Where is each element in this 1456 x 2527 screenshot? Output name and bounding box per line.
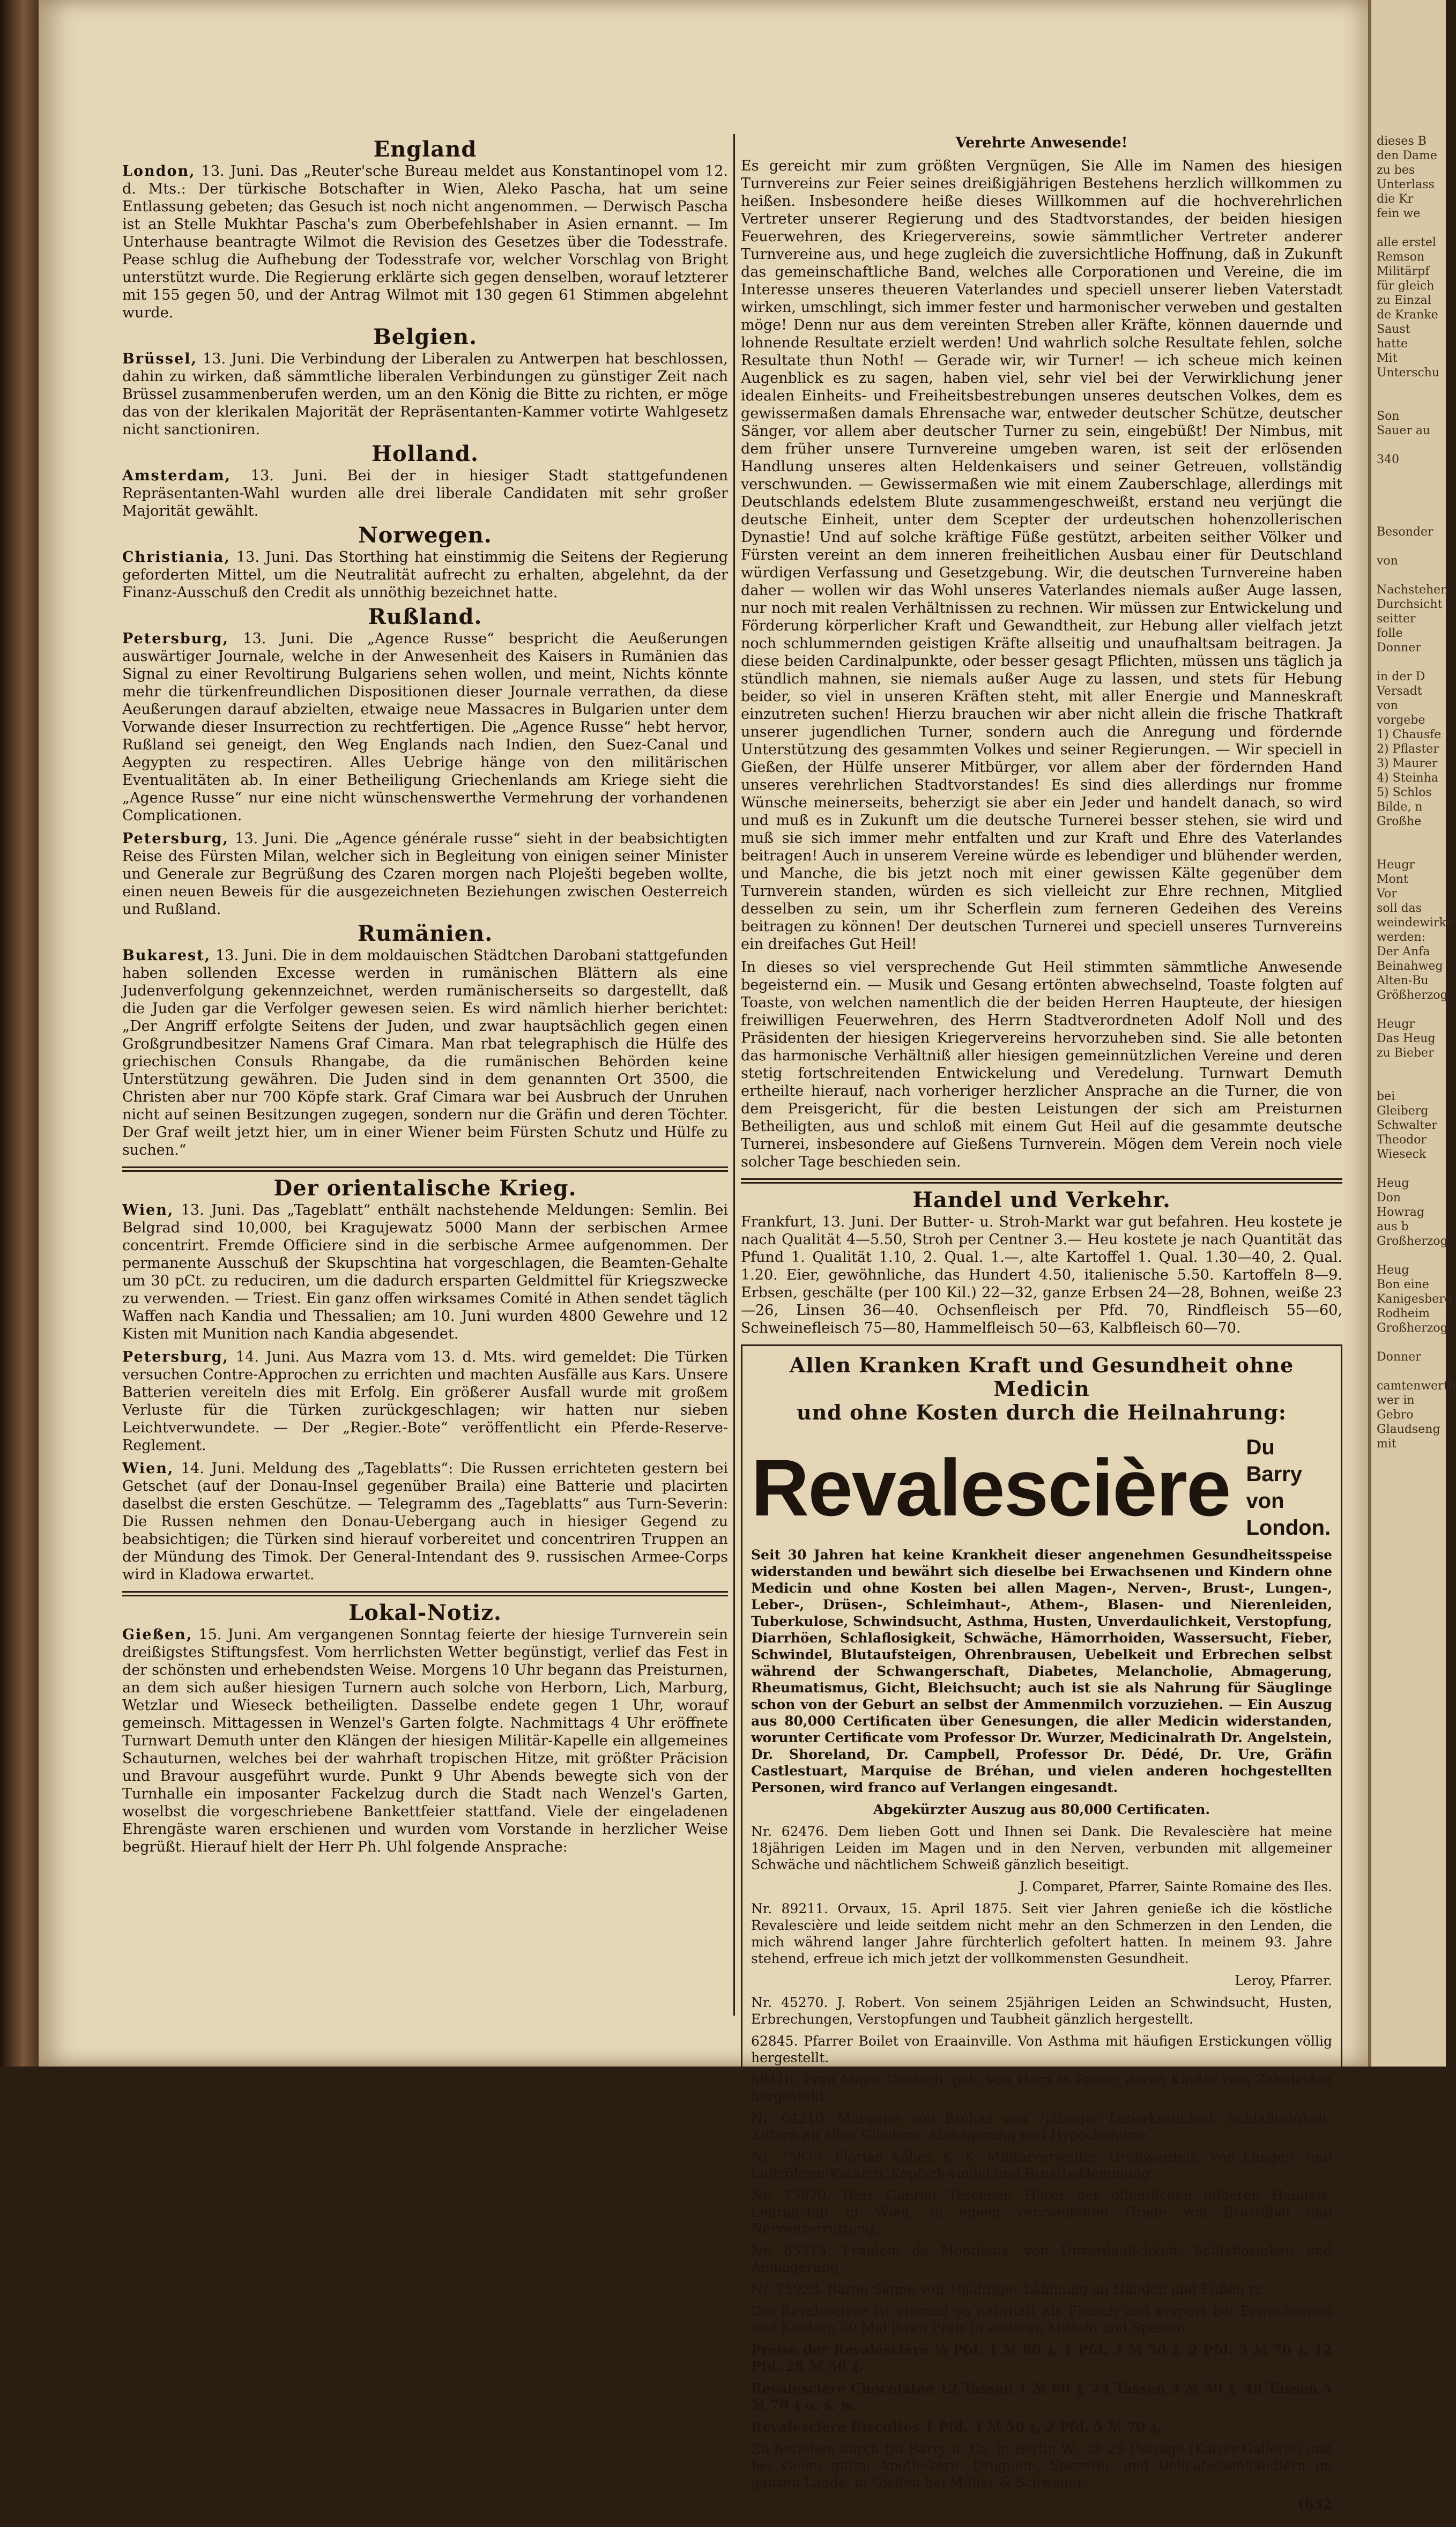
article-text: 13. Juni. Bei der in hiesiger Stadt stattgefundenen Repräsentanten-Wahl wurden alle drei liberale Candidaten mit sehr großer Majorität gewählt. (122, 467, 728, 519)
section-heading-norwegen: Norwegen. (358, 523, 492, 548)
dateline-city: Petersburg, (122, 830, 229, 847)
section-heading-belgien: Belgien. (373, 324, 478, 350)
section-heading-russland: Rußland. (368, 604, 482, 629)
article-christiania (122, 548, 728, 601)
section-heading-england: England (373, 137, 477, 162)
article-text: 13. Juni. Das Storthing hat einstimmig die Seitens der Regierung geforderten Mittel, um die Neutralität aufrecht zu erhalten, abgelehnt, da der Finanz-Ausschuß den Credit als unnöthig bezeichnet hatte. (122, 549, 728, 601)
ad-cert-signature: Leroy, Pfarrer. (1235, 1973, 1332, 1988)
article-text: 14. Juni. Meldung des „Tageblatts“: Die Russen errichteten gestern bei Getschet (auf der Donau-Insel gegenüber Braila) eine Batterie und placirten daselbst die ersten Geschütze. — Telegramm des „Tageblatts“ aus Turn-Severin: Die Russen nehmen den Donau-Uebergang auch in hiesiger Gegend zu beabsichtigen; die Türken sind hierauf vorbereitet und concentriren Truppen an der Mündung des Timok. Der General-Intendant des 9. russischen Armee-Corps wird in Kladowa erwartet. (122, 1460, 728, 1583)
ad-brand-sub2: von London. (1246, 1489, 1331, 1540)
section-heading-rumaenien: Rumänien. (357, 921, 493, 946)
ad-brand-row (751, 1434, 1332, 1541)
ad-prices: Die Revalescière ist viermal so nahrhaft als Fleisch und erspart bei Erwachsenen und Kindern 50 Mal ihren Preis in anderen Mitteln und Speisen. (751, 2303, 1332, 2336)
ad-brand-sub1: Du Barry (1246, 1436, 1302, 1486)
article-text: 13. Juni. Das „Tageblatt“ enthält nachstehende Meldungen: Semlin. Bei Belgrad sind 10,000, bei Kragujewatz 5000 Mann der serbischen Armee concentrirt. Fremde Officiere sind in die serbische Armee aufgenommen. Der permanente Ausschuß der Skupschtina hat vorgeschlagen, die Beamten-Gehalte um 30 pCt. zu reduciren, um die dadurch ersparten Geldmittel für Kriegszwecke zu verwenden. — Triest. Ein ganz offen wirksames Comité in Athen sendet täglich Waffen nach Kandia und Thessalien; am 10. Juni wurden 4800 Gewehre und 12 Kisten mit Munition nach Kandia abgesendet. (122, 1202, 728, 1342)
ad-headline: Allen Kranken Kraft und Gesundheit ohne Medicin (789, 1353, 1294, 1401)
article-london (122, 162, 728, 322)
ad-distribution: Zu beziehen durch Du Barry u. Co. in Berlin W., 28 29 Passage (Kaiser-Gallerie) und bei vielen guten Apothekern, Droguen-, Spezerei- und Delicatessenhändlern im ganzen Lande, in Gießen bei Müller & Schwager. (751, 2441, 1332, 2490)
left-column (122, 134, 728, 1861)
ad-certificate: Nr. 65715. Fräulein de Montlouis, von Unverdaulichkeit, Schlaflosigkeit und Abmagerung. (751, 2243, 1332, 2275)
ad-certificate: Nr. 75877. Florian Köller, K. K. Militärverwalter, Großwardein, von Lungen- und Luftröhren-Katarrh, Kopfschwindel und Brustbeklemmung. (751, 2149, 1332, 2181)
market-report: Frankfurt, 13. Juni. Der Butter- u. Stroh-Markt war gut befahren. Heu kostete je nach Qualität 4—5.50, Stroh per Centner 3.— Heu kostete je nach Quantität das Pfund 1. Qualität 1.10, 2. Qual. 1.—, alte Kartoffel 1. Qual. 1.30—40, 2. Qual. 1.20. Eier, gewöhnliche, das Hundert 4.50, italienische 5.50. Kartoffeln 8—9. Erbsen, geschälte (per 100 Kil.) 22—32, ganze Erbsen 24—28, Bohnen, weiße 23—26, Linsen 36—40. Ochsenfleisch per Pfd. 70, Rindfleisch 55—60, Schweinefleisch 75—80, Hammelfleisch 50—63, Kalbfleisch 60—70. (741, 1214, 1342, 1336)
speech-salutation: Verehrte Anwesende! (955, 135, 1128, 151)
ad-prices: Revalescière Biscuites 1 Pfd. 3 ℳ 50 ₰, 2 Pfd. 5 ℳ 70 ₰. (751, 2419, 1162, 2435)
article-text: 13. Juni. Die Verbindung der Liberalen zu Antwerpen hat beschlossen, dahin zu wirken, daß sämmtliche liberalen Verbindungen zu günstiger Zeit nach Brüssel zusammenberufen werden, um an den König die Bitte zu richten, er möge das von der klerikalen Majorität der Repräsentanten-Kammer votirte Wahlgesetz nicht sanctioniren. (122, 351, 728, 438)
ad-prices: Preise der Revalescière ½ Pfd. 1 ℳ 80 ₰, 1 Pfd. 3 ℳ 50 ₰, 2 Pfd. 5 ℳ 70 ₰, 12 Pfd. 28 ℳ 50 ₰. (751, 2342, 1332, 2374)
ad-certificate: Nr. 45270. J. Robert. Von seinem 25jährigen Leiden an Schwindsucht, Husten, Erbrechungen, Verstopfungen und Taubheit gänzlich hergestellt. (751, 1995, 1332, 2027)
article-text: 13. Juni. Die „Agence générale russe“ sieht in der beabsichtigten Reise des Fürsten Milan, welcher sich in Begleitung von einigen seiner Minister und Generale zur Begrüßung des Czaren morgen nach Ploješti begeben wollte, einen neuen Beweis für die ausgezeichneten Beziehungen zwischen Oesterreich und Rußland. (122, 830, 728, 918)
right-column (741, 134, 1342, 2527)
article-text: 13. Juni. Die „Agence Russe“ bespricht die Aeußerungen auswärtiger Journale, welche in der Anwesenheit des Kaisers in Rumänien das Signal zu einer Revoltirung Bulgariens sehen wollen, und meint, Nichts könnte mehr die türkenfreundlichen Dispositionen dieser Journale verrathen, da diese Aeußerungen darauf abzielten, etwaige neue Massacres in Bulgarien unter dem Vorwande dieser Insurrection zu rechtfertigen. Die „Agence Russe“ hebt hervor, Rußland sei geneigt, den Weg Englands nach Indien, den Suez-Canal und Aegypten zu respectiren. Alles Uebrige hänge von den militärischen Eventualitäten ab. In einer Betheiligung Griechenlands am Kriege sieht die „Agence Russe“ nur eine nicht wünschenswerthe Vermehrung der vorhandenen Complicationen. (122, 630, 728, 824)
ad-certificate: Nr. 62476. Dem lieben Gott und Ihnen sei Dank. Die Revalescière hat meine 18jährigen Leiden im Magen und in den Nerven, verbunden mit allgemeiner Schwäche und nächtlichem Schweiß gänzlich beseitigt. (751, 1824, 1332, 1872)
ad-certificate: 62845. Pfarrer Boilet von Eraainville. Von Asthma mit häufigen Erstickungen völlig hergestellt. (751, 2033, 1332, 2065)
article-giessen (122, 1626, 728, 1856)
ad-body (751, 1547, 1332, 2513)
ad-reference-number: (632 (1297, 2496, 1332, 2512)
section-rule (122, 1166, 728, 1172)
book-spine (0, 0, 39, 2067)
dateline-city: Petersburg, (122, 1349, 229, 1365)
ad-brand-name: Revalescière (751, 1443, 1230, 1533)
article-text: 13. Juni. Das „Reuter'sche Bureau meldet aus Konstantinopel vom 12. d. Mts.: Der türkische Botschafter in Wien, Aleko Pascha, hat um seine Entlassung gebeten; das Gesuch ist noch nicht angenommen. — Derwisch Pascha ist an Stelle Mukhtar Pascha's zum Oberbefehlshaber in Asien ernannt. — Im Unterhause beantragte Wilmot die Revision des Gesetzes über die Todesstrafe. Pease schlug die Aufhebung der Todesstrafe vor, welcher Vorschlag von Bright unterstützt wurde. Die Regierung erklärte sich gegen denselben, worauf letzterer mit 155 gegen 50, und der Antrag Wilmot mit 130 gegen 61 Stimmen abgelehnt wurde. (122, 163, 728, 321)
section-heading-lokal: Lokal-Notiz. (348, 1600, 502, 1625)
dateline-city: Bukarest, (122, 947, 211, 964)
revalesciere-advertisement (741, 1344, 1342, 2527)
speech-closing: In dieses so viel versprechende Gut Heil stimmten sämmtliche Anwesende begeisternd ein. — Musik und Gesang ertönten abwechselnd, Toaste folgten auf Toaste, von welchen namentlich die der beiden Herren Haupteute, der hiesigen freiwilligen Feuerwehren, des Herrn Stadtverordneten Adolf Noll und des Präsidenten der hiesigen Kriegervereins hervorzuheben sind. Sie alle betonten das harmonische Verhältniß aller hiesigen gemeinnützlichen Vereine und deren stetig fortschreitenden Entwickelung und Veredelung. Turnwart Demuth ertheilte hierauf, nach vorheriger herzlicher Ansprache an die Turner, die von dem Preisgericht, für die besten Leistungen der sich am Preisturnen Betheiligten, aus und schloß mit einem Gut Heil auf die gesammte deutsche Turnerei, insbesondere auf Gießens Turnverein. Mögen dem Verein noch viele solcher Tage beschieden sein. (741, 959, 1342, 1170)
ad-certificate: Nr. 64210. Marquise von Bréhan von 7jähriger Leberkrankheit, Schlaflosigkeit, Zittern an allen Gliedern, Abmagerung und Hypochondrie. (751, 2110, 1332, 2143)
ad-subheadline: und ohne Kosten durch die Heilnahrung: (797, 1400, 1287, 1424)
speech-text: Es gereicht mir zum größten Vergnügen, Sie Alle im Namen des hiesigen Turnvereins zur Feier seines dreißigjährigen Bestehens herzlich willkommen zu heißen. Insbesondere heiße dieses Willkommen auf die hochverehrlichen Vertreter unserer Regierung und des Stadtvorstandes, der beiden hiesigen Feuerwehren, des Kriegervereins, sowie sämmtlicher Vertreter anderer Turnvereine aus, und hege zugleich die zuversichtliche Hoffnung, daß in Zukunft das gemeinschaftliche Band, welches alle Corporationen und Vereine, die im Interesse unseres theueren Vaterlandes und speciell unserer lieben Vaterstadt wirken, umschlingt, sich immer fester und harmonischer verweben und gestalten möge! Denn nur aus dem vereinten Streben aller Kräfte, können dauernde und lohnende Resultate erzielt werden! Und wahrlich solche Resultate fehlen, solche Resultate thun Noth! — Gerade wir, wir Turner! — ich scheue mich keinen Augenblick es zu sagen, haben viel, sehr viel bei der Verwirklichung jener idealen Einheits- und Freiheitsbestrebungen unseres deutschen Volkes, dem es gewissermaßen damals Ehrensache war, entweder deutscher Schütze, deutscher Sänger, vor allem aber deutscher Turner zu sein, eingebüßt! Der Nimbus, mit dem früher unsere Turnvereine umgeben waren, ist seit der erlösenden Handlung unseres alten Heldenkaisers und seiner Getreuen, vollständig verschwunden. — Gewissermaßen wie mit einem Zauberschlage, allerdings mit Deutschlands edelstem Blute zusammengeschweißt, erstand neu verjüngt die deutsche Einheit, unter dem Scepter der urdeutschen hohenzollerischen Dynastie! Und auf solche kräftige Füße gestützt, arbeiten seither Völker und Fürsten vereint an dem inneren freiheitlichen Ausbau einer für Deutschland würdigen Verfassung und Gesetzgebung. Wir, die deutschen Turnvereine haben daher — wollen wir das Wohl unseres Vaterlandes niemals außer Auge lassen, nur noch mit realen Verhältnissen zu rechnen. Wir müssen zur Entwickelung und Förderung körperlicher Kraft und Gewandtheit, zur Hebung aller vielfach jetzt noch schlummernden geistigen Kräfte allseitig und unaufhaltsam beitragen. Ja diese beiden Cardinalpunkte, oder besser gesagt Pflichten, müssen uns täglich ja stündlich mahnen, sie niemals außer Auge zu lassen, und stets für Hebung beider, so viel in unseren Kräften steht, mit aller Energie und Manneskraft einzutreten suchen! Hierzu brauchen wir aber nicht allein die frische Thatkraft unserer jugendlichen Turner, sondern auch die Anregung und fördernde Unterstützung des gesammten Volkes und seiner Regierungen. — Wir speciell in Gießen, der Hülfe unserer Mitbürger, vor allem aber der fördernden Hand unseres verehrlichen Stadtvorstandes! Es sind dies allerdings nur fromme Wünsche meinerseits, beherzigt sie aber ein Jeder und handelt danach, so wird und muß es in Zukunft um die deutsche Turnerei besser stehen, sie wird und muß sie sich immer mehr entfalten und zur Kraft und Ehre des Vaterlandes beitragen! Auch in unserem Vereine würde es lebendiger und blühender werden, und Manche, die bis jetzt noch mit einer gewissen Kälte gegenüber dem Turnverein standen, würden es sich vielleicht zur Ehre rechnen, Mitglied desselben zu sein, um ihr Scherflein zum ferneren Gedeihen des Vereins beitragen zu können! Der deutschen Turnerei und speciell unseres Turnvereins ein dreifaches Gut Heil! (741, 158, 1342, 953)
dateline-city: London, (122, 163, 196, 180)
dateline-city: Gießen, (122, 1626, 193, 1643)
section-rule (741, 1178, 1342, 1184)
dateline-city: Brüssel, (122, 351, 197, 367)
dateline-city: Petersburg, (122, 630, 229, 647)
article-text: 13. Juni. Die in dem moldauischen Städtchen Darobani stattgefunden haben sollenden Excesse werden in rumänischen Blättern als eine Judenverfolgung gekennzeichnet, werden rumänischerseits so dargestellt, daß die Juden gar die Verfolger gewesen seien. Es wird nämlich hierher berichtet: „Der Angriff erfolgte Seitens der Juden, und zwar hauptsächlich gegen einen Großgrundbesitzer Namens Graf Cimara. Man rbat telegraphisch die Hülfe des griechischen Consuls Rhangabe, da die rumänischen Behörden keine Unterstützung gewähren. Die Juden sind in dem genannten Ort 3500, die Christen aber nur 700 Köpfe stark. Graf Cimara war bei Ausbruch der Unruhen nicht auf seinen Besitzungen zugegen, sondern nur die Gräfin und deren Töchter. Der Graf weilt jetzt hier, um in einer Wiener beim Fürsten Schutz und Hülfe zu suchen.“ (122, 947, 728, 1158)
article-text: 14. Juni. Aus Mazra vom 13. d. Mts. wird gemeldet: Die Türken versuchen Contre-Approchen zu errichten und machten Ausfälle aus Kars. Unsere Batterien vereiteln dies mit Erfolg. Ein größerer Ausfall wurde mit großem Verluste für die Türken zurückgeschlagen; wir hatten nur sieben Leichtverwundete. — Der „Regier.-Bote“ veröffentlicht ein Pferde-Reserve-Reglement. (122, 1349, 728, 1454)
article-bukarest (122, 947, 728, 1159)
article-wien-2 (122, 1460, 728, 1584)
article-petersburg-1 (122, 630, 728, 824)
dateline-city: Wien, (122, 1202, 174, 1218)
article-petersburg-2 (122, 830, 728, 918)
ad-certificate: Nr. 75970. Herr Gabriel Teschner, Hörer der öffentlichen höheren Handels-Lehranstalt in Wien, in einem verzweifelten Grade von Brustübel und Nervenzerrüttung. (751, 2188, 1332, 2236)
article-wien-1 (122, 1201, 728, 1343)
section-heading-handel: Handel und Verkehr. (912, 1187, 1171, 1213)
article-petersburg-3 (122, 1348, 728, 1454)
section-rule (122, 1591, 728, 1596)
section-heading-holland: Holland. (372, 441, 479, 466)
ad-certificate: Nr. 89211. Orvaux, 15. April 1875. Seit vier Jahren genieße ich die köstliche Revalescière und leide seitdem nicht mehr an den Schmerzen in den Lenden, die mich während langer Jahre fürchterlich gefoltert hatten. In meinem 93. Jahre stehend, erfreue ich mich jetzt der vollkommensten Gesundheit. (751, 1901, 1332, 1966)
article-text: 15. Juni. Am vergangenen Sonntag feierte der hiesige Turnverein sein dreißigstes Stiftungsfest. Vom herrlichsten Wetter begünstigt, verlief das Fest in der schönsten und erhebendsten Weise. Morgens 10 Uhr begann das Preisturnen, an dem sich außer hiesigen Turnern auch solche von Herborn, Lich, Marburg, Wetzlar und Wieseck betheiligten. Dasselbe endete gegen 1 Uhr, worauf gemeinsch. Mittagessen in Wenzel's Garten folgte. Nachmittags 4 Uhr eröffnete Turnwart Demuth unter den Klängen der hiesigen Militär-Kapelle ein allgemeines Schauturnen, welches bei der wahrhaft tropischen Hitze, mit größter Präcision und Bravour ausgeführt wurde. Punkt 9 Uhr Abends bewegte sich von der Turnhalle ein imposanter Fackelzug durch die Stadt nach Wenzel's Garten, woselbst die vorgeschriebene Bankettfeier stattfand. Viele der eingeladenen Ehrengäste waren erschienen und wurden vom Vorstande in herzlicher Weise begrüßt. Hierauf hielt der Herr Ph. Uhl folgende Ansprache: (122, 1626, 728, 1855)
dateline-city: Amsterdam, (122, 467, 231, 484)
ad-certificate: 89416. Frau Major Deutsch, geb. von Horn in Posen; deren Kinder vom Zahnleiden hergestellt. (751, 2072, 1332, 2104)
ad-prices: Revalescière Chocolatée 12 Tassen 1 ℳ 80 ₰, 24 Tassen 3 ℳ 50 ₰, 48 Tassen 5 ℳ 70 ₰ u. s. w. (751, 2381, 1332, 2413)
ad-certificate: Nr. 75928. Baron Sigmo von 10jähriger Lähmung an Händen und Füßen rc. (751, 2281, 1267, 2297)
ad-intro: Seit 30 Jahren hat keine Krankheit dieser angenehmen Gesundheitsspeise widerstanden und bewährt sich dieselbe bei Erwachsenen und Kindern ohne Medicin und ohne Kosten bei allen Magen-, Nerven-, Brust-, Lungen-, Leber-, Drüsen-, Schleimhaut-, Athem-, Blasen- und Nierenleiden, Tuberkulose, Schwindsucht, Asthma, Husten, Unverdaulichkeit, Verstopfung, Diarrhöen, Schlaflosigkeit, Schwäche, Hämorrhoiden, Wassersucht, Fieber, Schwindel, Blutaufsteigen, Ohrenbrausen, Uebelkeit und Erbrechen selbst während der Schwangerschaft, Diabetes, Melancholie, Abmagerung, Rheumatismus, Gicht, Bleichsucht; auch ist sie als Nahrung für Säuglinge schon von der Geburt an selbst der Ammenmilch vorzuziehen. — Ein Auszug aus 80,000 Certificaten über Genesungen, die aller Medicin widerstanden, worunter Certificate vom Professor Dr. Wurzer, Medicinalrath Dr. Angelstein, Dr. Shoreland, Dr. Campbell, Professor Dr. Dédé, Dr. Ure, Gräfin Castlestuart, Marquise de Bréhan, und vielen anderen hochgestellten Personen, wird franco auf Verlangen eingesandt. (751, 1547, 1332, 1795)
ad-cert-signature: J. Comparet, Pfarrer, Sainte Romaine des Iles. (1019, 1879, 1332, 1894)
section-heading-krieg: Der orientalische Krieg. (273, 1176, 577, 1201)
dateline-city: Wien, (122, 1460, 174, 1477)
column-divider (733, 134, 735, 2016)
ad-brand-origin (1246, 1434, 1332, 1541)
adjacent-page-text: dieses B den Dame zu bes Unterlass die Kr fein we alle erstel Remson Militärpf für gleich zu Einzal de Kranke Saust hatte Mit Unterschu Son Sauer au 340 Besonder von Nachstehen Durchsicht seitter folle Donner in der D Versadt von vorgebe 1) Chausfe 2) Pflaster 3) Maurer 4) Steinha 5) Schlos Bilde, n Großhe Heugr Mont Vor soll das weindewirke werden: Der Anfa Beinahweg Alten-Bu Größherzog Heugr Das Heug zu Bieber bei Gleiberg Schwalter Theodor Wieseck Heug Don Howrag aus b Großherzog Heug Bon eine Kanigesberg Rodheim Großherzog Donner camtenwerth wer in Gebro Glaudseng mit (1377, 135, 1456, 1451)
ad-cert-heading: Abgekürzter Auszug aus 80,000 Certificaten. (873, 1802, 1210, 1817)
adjacent-page-edge (1368, 0, 1456, 2067)
article-bruessel (122, 350, 728, 438)
dateline-city: Christiania, (122, 549, 231, 566)
article-amsterdam (122, 467, 728, 520)
